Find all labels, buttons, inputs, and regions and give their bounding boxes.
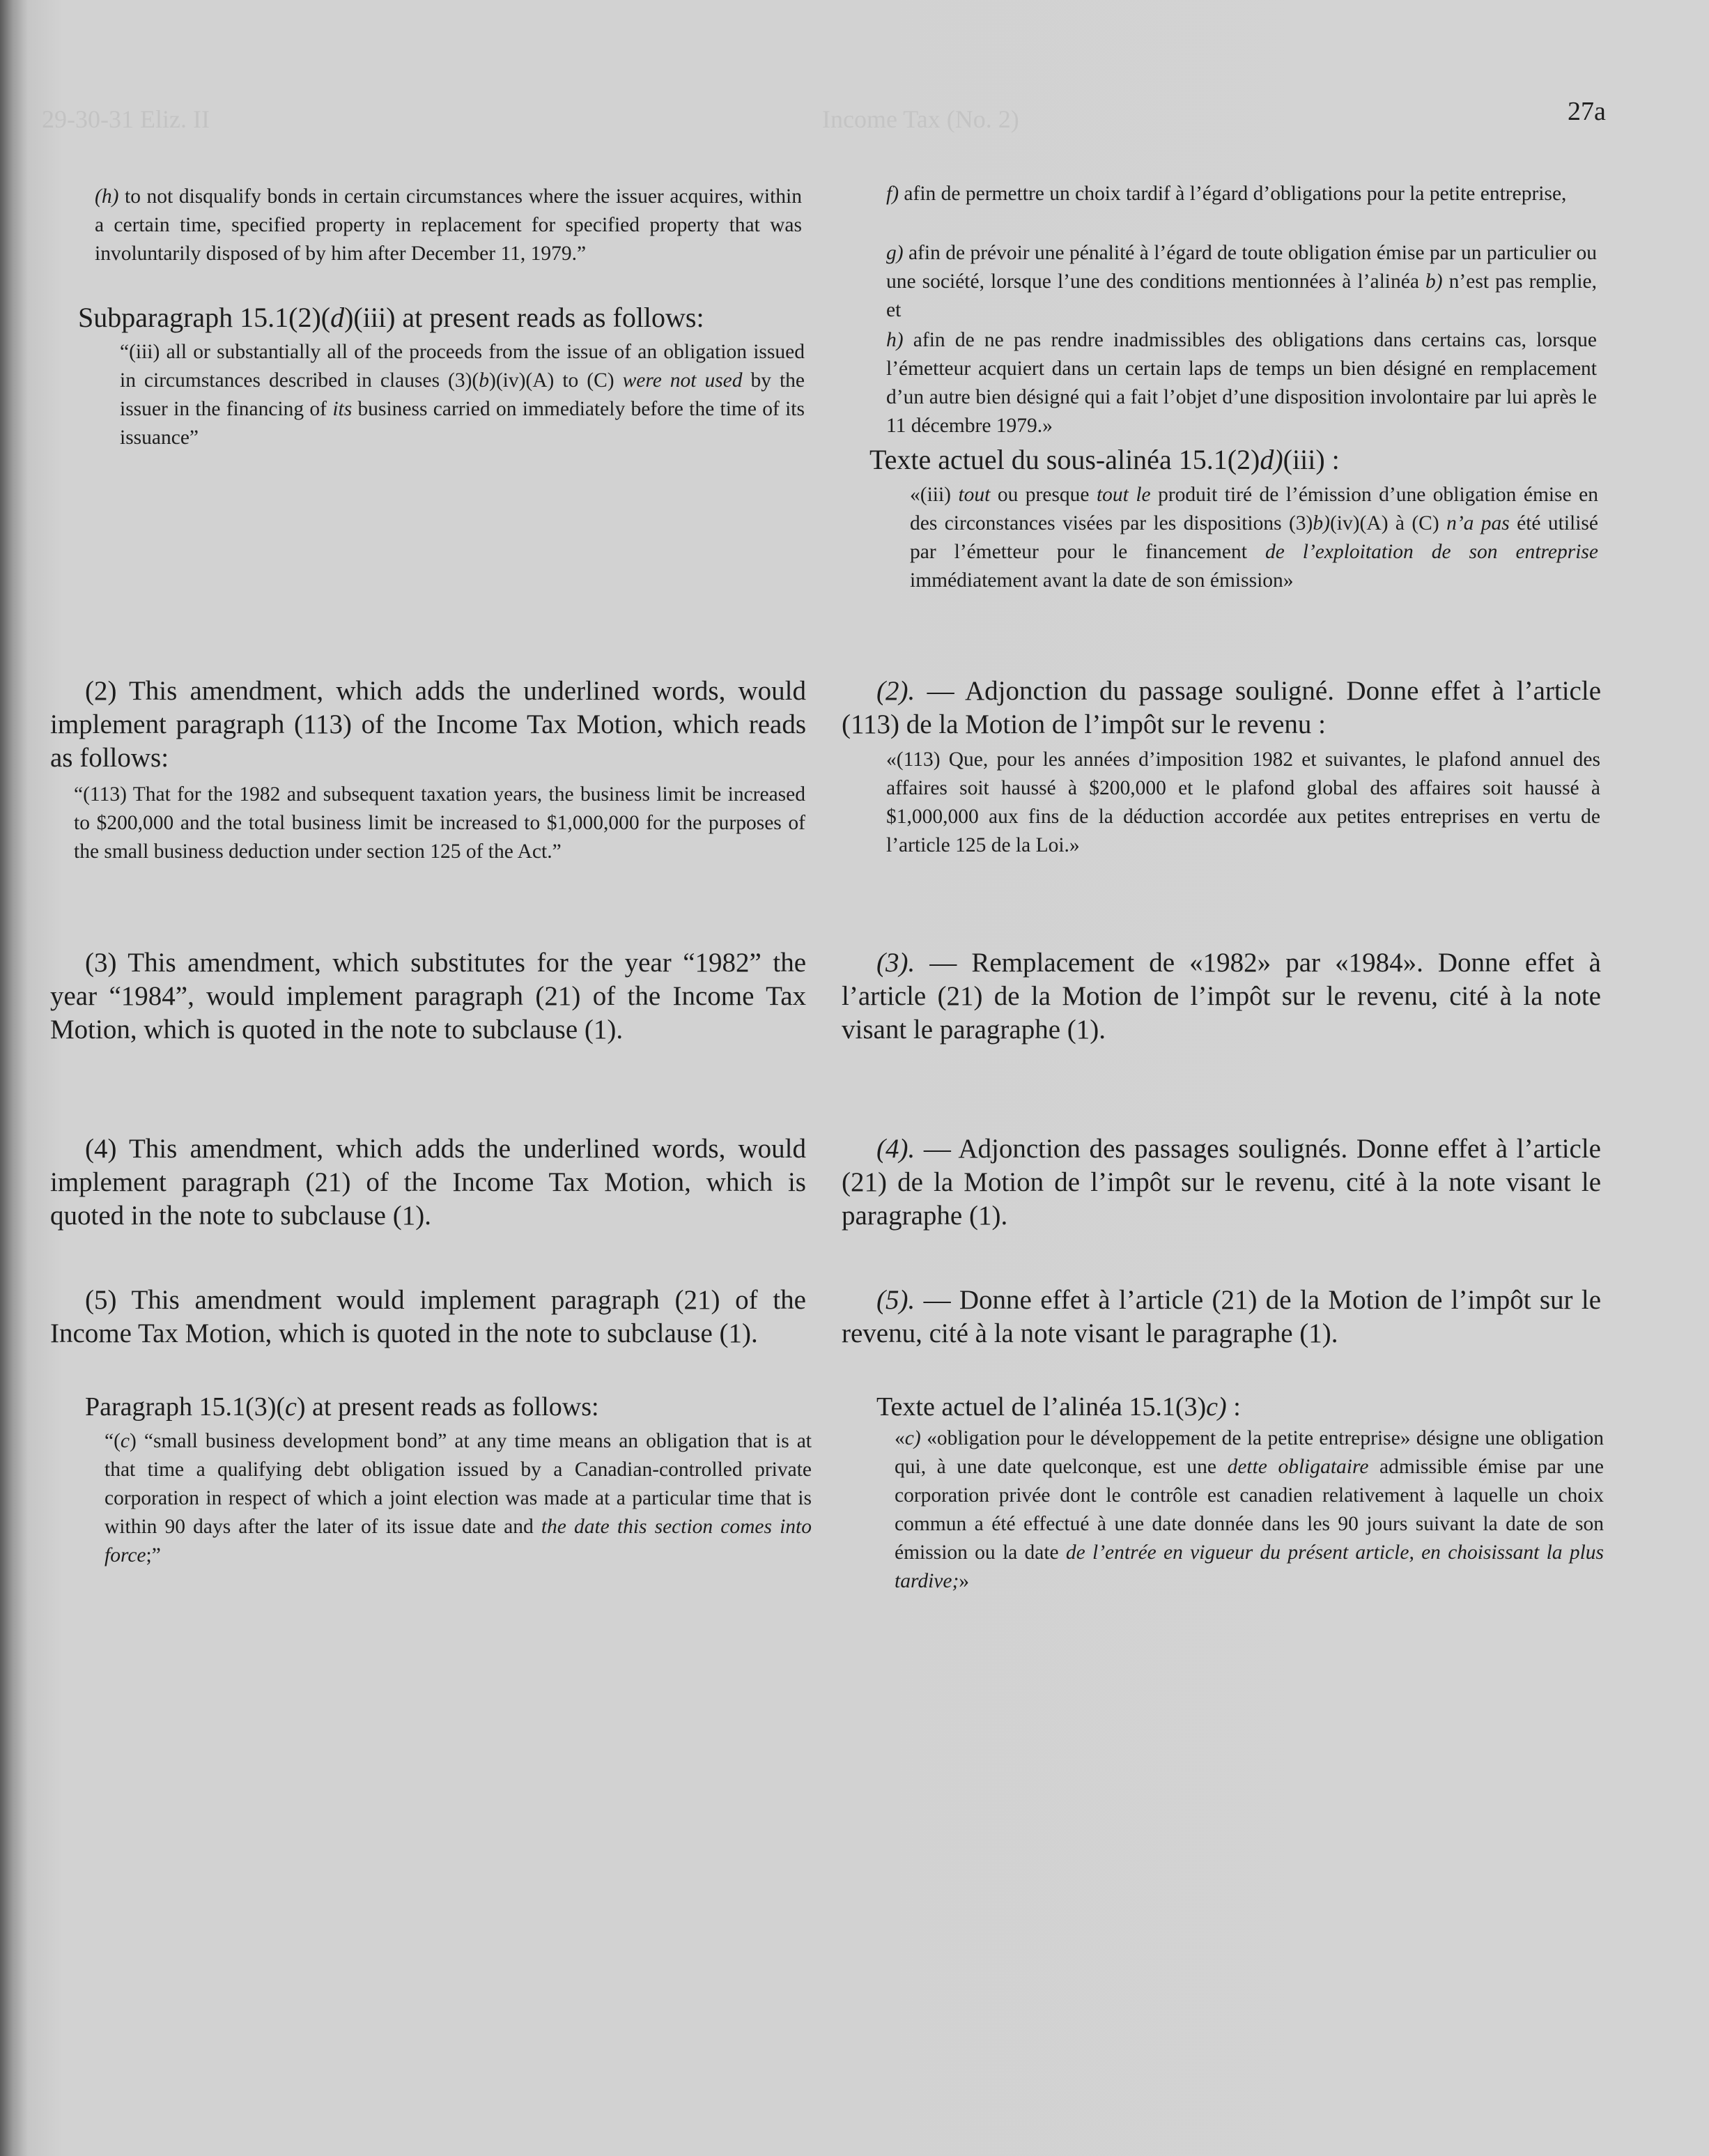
french-h-clause: h) afin de ne pas rendre inadmissibles des obligations dans certains cas, lorsque l’émetteur acquiert dans un certain laps de temps un bien désigné en remplacement d’un autre bien désigné qui a fait l’objet d’une disposition involontaire par lui après le 11 décembre 1979.» [886, 329, 1597, 437]
page-number: 27a [1568, 97, 1606, 126]
french-note-4: (4). — Adjonction des passages soulignés. Donne effet à l’article (21) de la Motion de l’impôt sur le revenu, cité à la note visant le paragraphe (1). [842, 1134, 1601, 1231]
french-note-5: (5). — Donne effet à l’article (21) de la Motion de l’impôt sur le revenu, cité à la note visant le paragraphe (1). [842, 1285, 1601, 1348]
english-note-4: (4) This amendment, which adds the underlined words, would implement paragraph (21) of the Income Tax Motion, which is quoted in the note to subclause (1). [50, 1134, 806, 1231]
bleed-through-header-right: Income Tax (No. 2) [822, 105, 1019, 133]
english-h-clause [95, 183, 802, 268]
french-subparagraph-quote: «(iii) tout ou presque tout le produit tiré de l’émission d’une obligation émise en des circonstances visées par les dispositions (3)b)(iv)(A) à (C) n’a pas été utilisé par l’émetteur pour le financement de l’exploitation de son entreprise immédiatement avant la date de son émission» [910, 484, 1599, 592]
english-note-3: (3) This amendment, which substitutes for the year “1982” the year “1984”, would implement paragraph (21) of the Income Tax Motion, which is quoted in the note to subclause (1). [50, 948, 806, 1045]
french-f-clause: f) afin de permettre un choix tardif à l’égard d’obligations pour la petite entreprise, [886, 183, 1567, 205]
english-quote-113: “(113) That for the 1982 and subsequent taxation years, the business limit be increased to $200,000 and the total business limit be increased to $1,000,000 for the purposes of the small business deduction under section 125 of the Act.” [74, 783, 805, 863]
english-subparagraph-heading: Subparagraph 15.1(2)(d)(iii) at present reads as follows: [78, 302, 704, 333]
bleed-through-header-left: 29-30-31 Eliz. II [42, 105, 210, 133]
french-note-3: (3). — Remplacement de «1982» par «1984». Donne effet à l’article (21) de la Motion de l’impôt sur le revenu, cité à la note visant le paragraphe (1). [842, 948, 1601, 1045]
english-note-5: (5) This amendment would implement paragraph (21) of the Income Tax Motion, which is quoted in the note to subclause (1). [50, 1285, 806, 1348]
french-paragraph-quote: «c) «obligation pour le développement de la petite entreprise» désigne une obligation qui, à une date quelconque, est une dette obligataire admissible émise par une corporation privée dont le contrôle est canadien relativement à laquelle un choix commun a été effectué à une date donnée dans les 90 jours suivant la date de son émission ou la date de l’entrée en vigueur du présent article, en choisissant la plus tardive;» [895, 1427, 1604, 1592]
english-subparagraph-quote: “(iii) all or substantially all of the proceeds from the issue of an obligation issued in circumstances described in clauses (3)(b)(iv)(A) to (C) were not used by the issuer in the financing of its business carried on immediately before the time of its issuance” [120, 341, 805, 449]
clause-marker: (h) [95, 185, 119, 208]
english-note-2: (2) This amendment, which adds the underlined words, would implement paragraph (113) of the Income Tax Motion, which reads as follows: [50, 676, 806, 773]
clause-text: to not disqualify bonds in certain circumstances where the issuer acquires, within a certain time, specified property in replacement for specified property that was involuntarily disposed of by him after December 11, 1979.” [95, 185, 802, 265]
english-paragraph-quote: “(c) “small business development bond” at any time means an obligation that is at that time a qualifying debt obligation issued by a Canadian-controlled private corporation in respect of which a joint election was made at a particular time that is within 90 days after the later of its issue date and the date this section comes into force;” [105, 1430, 812, 1566]
french-quote-113: «(113) Que, pour les années d’imposition 1982 et suivantes, le plafond annuel des affaires soit haussé à $200,000 et le plafond global des affaires soit haussé à $1,000,000 aux fins de la déduction accordée aux petites entreprises en vertu de l’article 125 de la Loi.» [886, 748, 1600, 856]
french-subparagraph-heading: Texte actuel du sous-alinéa 15.1(2)d)(iii) : [869, 444, 1340, 475]
french-paragraph-heading: Texte actuel de l’alinéa 15.1(3)c) : [876, 1392, 1241, 1422]
french-note-2: (2). — Adjonction du passage souligné. Donne effet à l’article (113) de la Motion de l’impôt sur le revenu : [842, 676, 1601, 739]
english-paragraph-heading: Paragraph 15.1(3)(c) at present reads as follows: [85, 1392, 599, 1422]
french-g-clause: g) afin de prévoir une pénalité à l’égard de toute obligation émise par un particulier ou une société, lorsque l’une des conditions mentionnées à l’alinéa b) n’est pas remplie, et [886, 242, 1597, 321]
